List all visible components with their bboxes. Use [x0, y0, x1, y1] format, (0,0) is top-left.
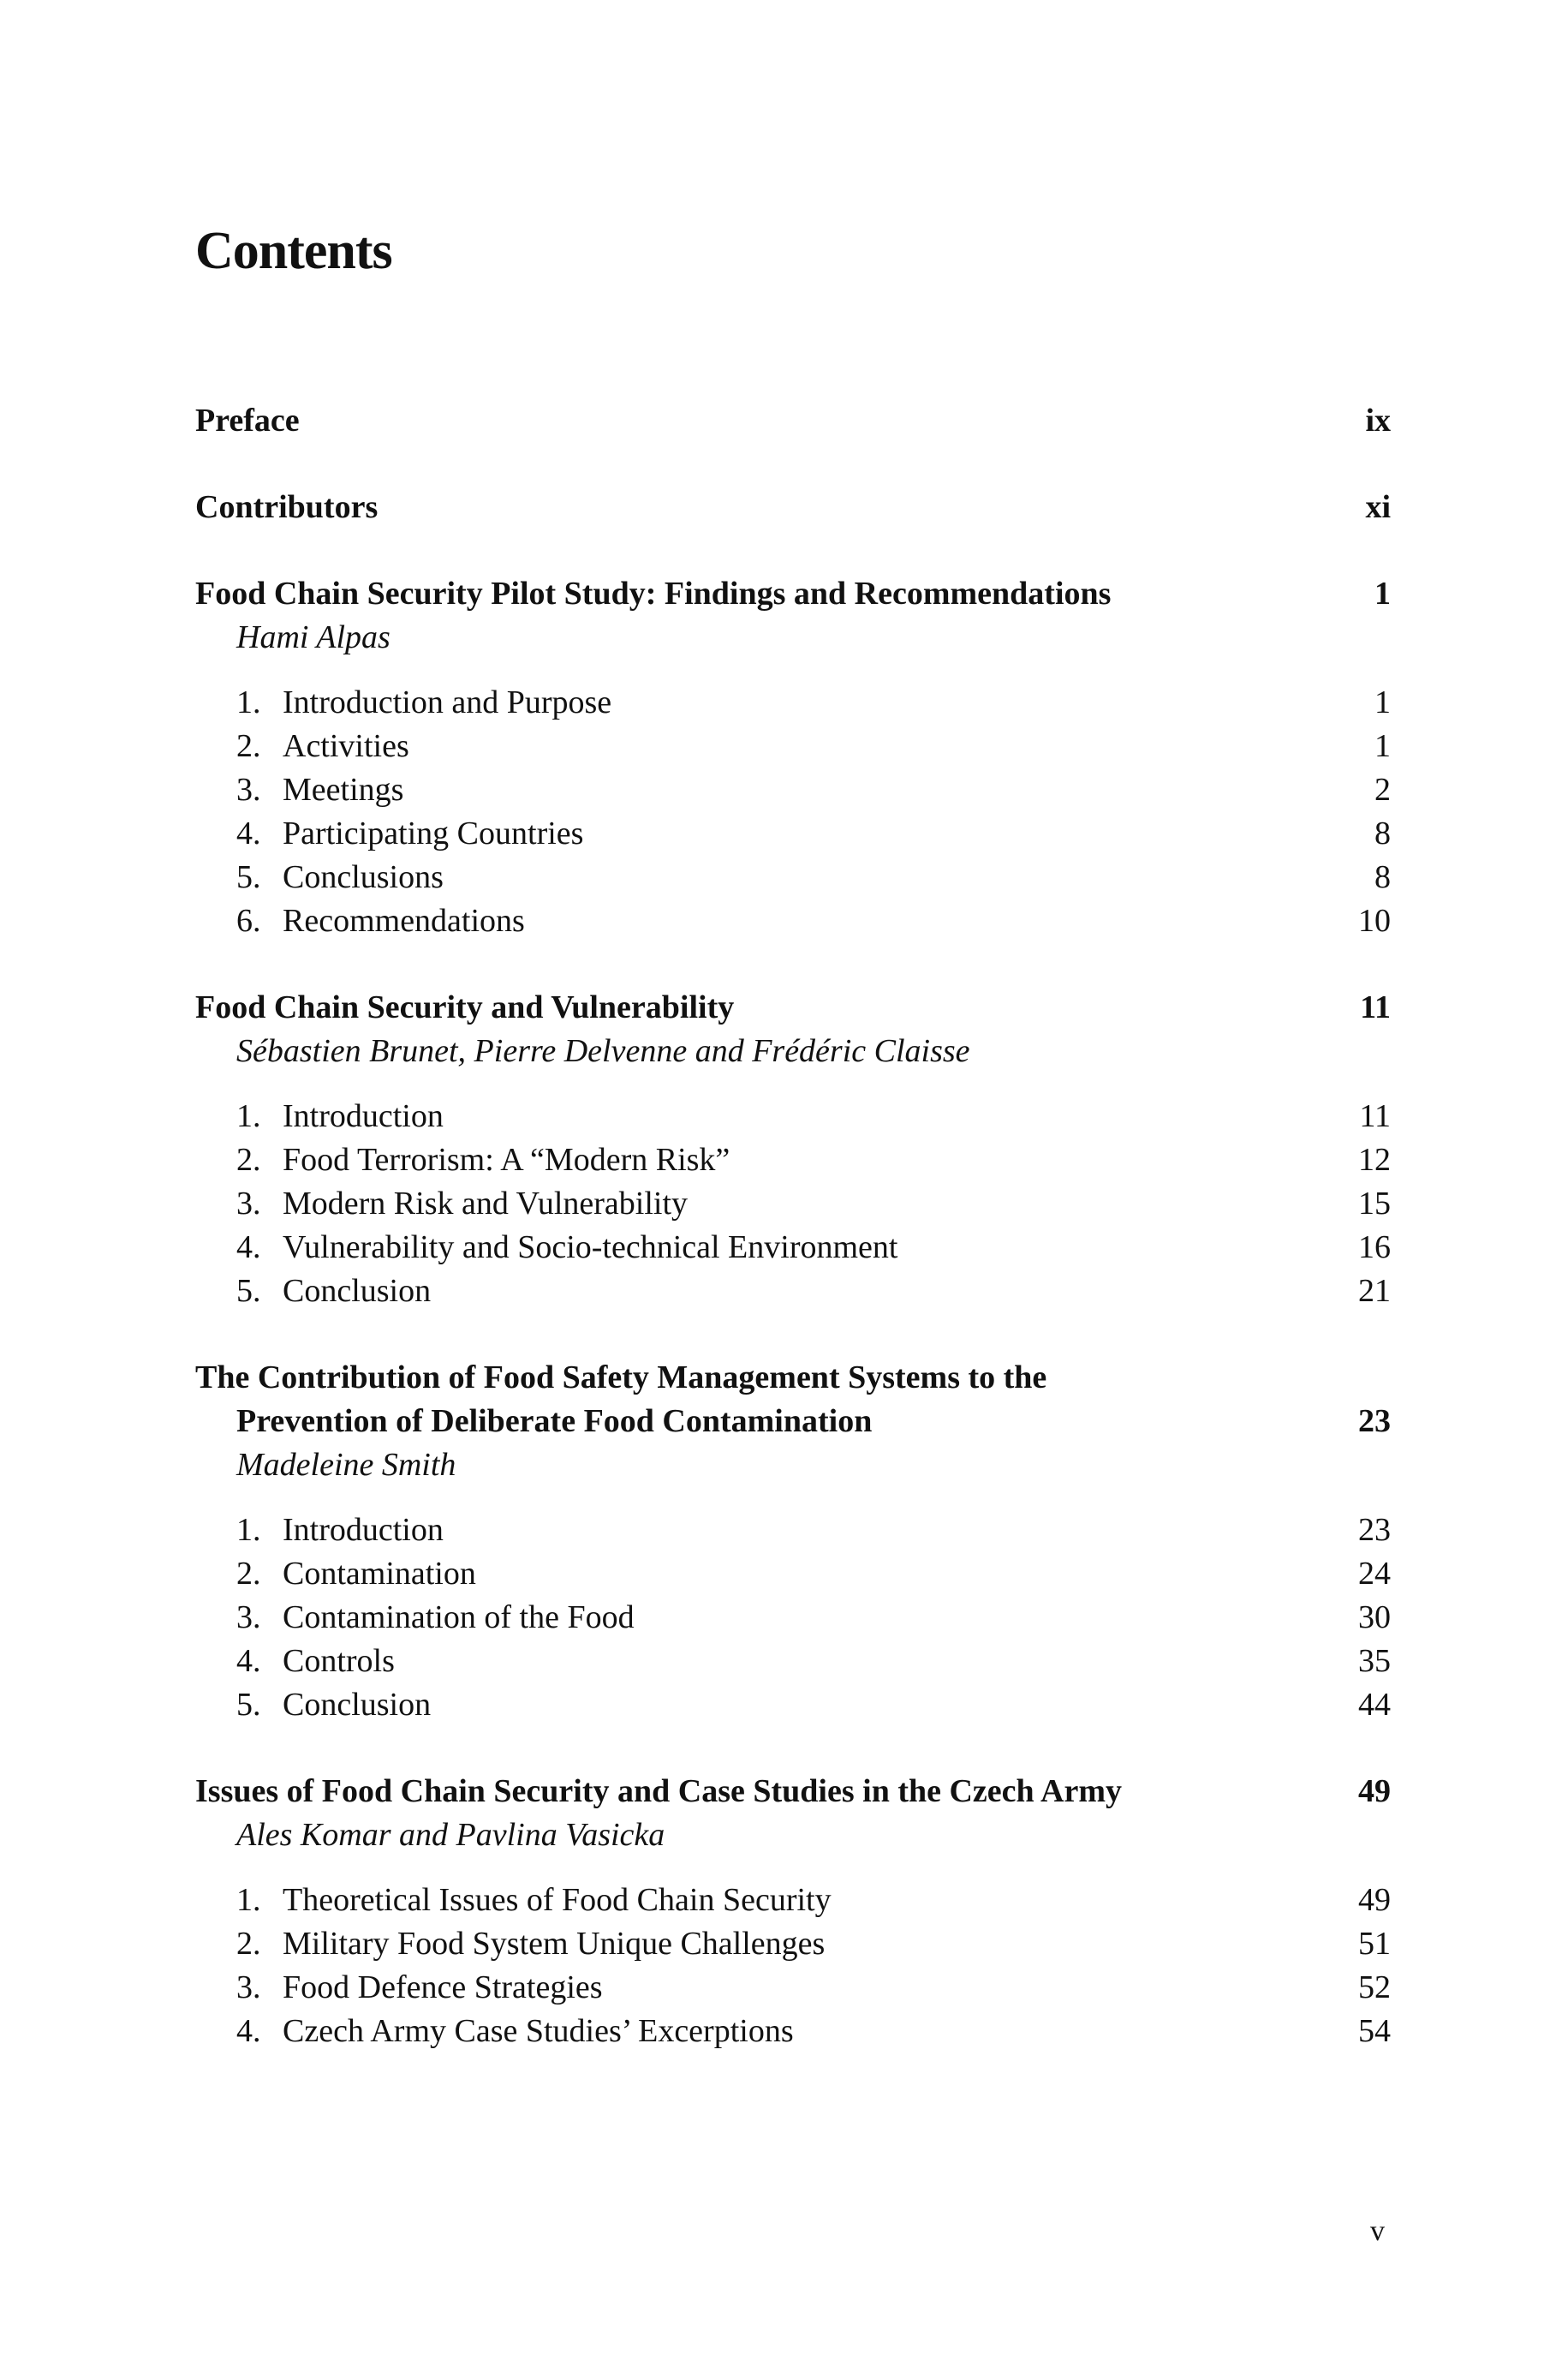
section-title: Military Food System Unique Challenges: [283, 1926, 826, 1962]
section-entry[interactable]: [236, 768, 1391, 812]
chapter-authors: Hami Alpas: [236, 619, 391, 655]
section-entry[interactable]: [236, 725, 1391, 768]
section-entry[interactable]: [236, 812, 1391, 856]
section-page: 10: [1358, 903, 1391, 939]
section-page: 52: [1358, 1969, 1391, 2005]
section-entry[interactable]: [236, 856, 1391, 899]
section-number: 2.: [236, 728, 261, 764]
section-number: 4.: [236, 1643, 261, 1679]
chapter-authors: Madeleine Smith: [236, 1447, 456, 1483]
chapter-title-text: The Contribution of Food Safety Management Systems to the: [195, 1359, 1047, 1395]
section-page: 12: [1358, 1142, 1391, 1178]
section-number: 3.: [236, 1599, 261, 1635]
section-list: [195, 1095, 1391, 1313]
section-number: 5.: [236, 859, 261, 895]
section-page: 35: [1358, 1643, 1391, 1679]
toc-entry-page: ix: [1365, 403, 1391, 439]
chapter-title-text: Food Chain Security Pilot Study: Findings and Recommendations: [195, 576, 1112, 612]
section-page: 16: [1358, 1229, 1391, 1265]
section-title: Conclusion: [283, 1273, 432, 1309]
chapter-title[interactable]: [195, 986, 1391, 1030]
section-page: 54: [1358, 2013, 1391, 2049]
section-title: Introduction: [283, 1098, 444, 1134]
chapter-page: 23: [1358, 1403, 1391, 1439]
section-entry[interactable]: [236, 1596, 1391, 1640]
section-page: 49: [1358, 1882, 1391, 1918]
chapter-title[interactable]: [195, 1770, 1391, 1813]
table-of-contents: [195, 399, 1391, 2096]
section-page: 1: [1374, 684, 1391, 720]
section-number: 1.: [236, 1512, 261, 1548]
section-number: 1.: [236, 1882, 261, 1918]
section-entry[interactable]: [236, 1922, 1391, 1966]
section-title: Conclusion: [283, 1687, 432, 1723]
section-entry[interactable]: [236, 2010, 1391, 2053]
chapter-page: 49: [1358, 1773, 1391, 1809]
section-page: 51: [1358, 1926, 1391, 1962]
section-title: Food Defence Strategies: [283, 1969, 603, 2005]
toc-entry-label: Contributors: [195, 489, 379, 525]
chapter-title-text: Issues of Food Chain Security and Case Studies in the Czech Army: [195, 1773, 1123, 1809]
section-title: Conclusions: [283, 859, 444, 895]
section-page: 23: [1358, 1512, 1391, 1548]
section-number: 4.: [236, 1229, 261, 1265]
chapter-page: 11: [1360, 989, 1391, 1025]
chapter-1: [195, 572, 1391, 943]
section-title: Activities: [283, 728, 409, 764]
section-entry[interactable]: [236, 1095, 1391, 1138]
page-title: Contents: [195, 222, 392, 280]
section-number: 3.: [236, 1969, 261, 2005]
section-title: Czech Army Case Studies’ Excerptions: [283, 2013, 794, 2049]
section-number: 2.: [236, 1556, 261, 1592]
section-entry[interactable]: [236, 1270, 1391, 1313]
toc-entry-label: Preface: [195, 403, 300, 439]
section-entry[interactable]: [236, 1182, 1391, 1226]
section-number: 5.: [236, 1273, 261, 1309]
section-title: Vulnerability and Socio-technical Environment: [283, 1229, 898, 1265]
section-number: 1.: [236, 1098, 261, 1134]
section-list: [195, 681, 1391, 943]
section-list: [195, 1509, 1391, 1727]
section-entry[interactable]: [236, 1683, 1391, 1727]
section-page: 8: [1374, 859, 1391, 895]
section-page: 8: [1374, 816, 1391, 851]
section-entry[interactable]: [236, 1640, 1391, 1683]
section-entry[interactable]: [236, 1509, 1391, 1552]
chapter-title[interactable]: [195, 572, 1391, 616]
chapter-title-text: Prevention of Deliberate Food Contamination: [236, 1403, 873, 1439]
section-title: Participating Countries: [283, 816, 584, 851]
chapter-2: [195, 986, 1391, 1313]
section-number: 3.: [236, 772, 261, 808]
section-page: 1: [1374, 728, 1391, 764]
section-title: Introduction and Purpose: [283, 684, 612, 720]
section-title: Introduction: [283, 1512, 444, 1548]
section-list: [195, 1879, 1391, 2053]
section-number: 3.: [236, 1186, 261, 1222]
chapter-authors: Ales Komar and Pavlina Vasicka: [236, 1817, 665, 1853]
section-number: 4.: [236, 816, 261, 851]
section-title: Modern Risk and Vulnerability: [283, 1186, 689, 1222]
section-page: 30: [1358, 1599, 1391, 1635]
section-page: 15: [1358, 1186, 1391, 1222]
chapter-title-continued[interactable]: [195, 1400, 1391, 1443]
section-number: 2.: [236, 1142, 261, 1178]
section-entry[interactable]: [236, 1226, 1391, 1270]
section-entry[interactable]: [236, 1552, 1391, 1596]
section-page: 44: [1358, 1687, 1391, 1723]
section-page: 11: [1359, 1098, 1391, 1134]
toc-entry-page: xi: [1365, 489, 1391, 525]
chapter-authors: Sébastien Brunet, Pierre Delvenne and Frédéric Claisse: [236, 1033, 970, 1069]
section-number: 4.: [236, 2013, 261, 2049]
page-number: v: [1370, 2215, 1385, 2247]
section-page: 24: [1358, 1556, 1391, 1592]
section-entry[interactable]: [236, 1966, 1391, 2010]
section-title: Controls: [283, 1643, 395, 1679]
section-entry[interactable]: [236, 1879, 1391, 1922]
section-title: Recommendations: [283, 903, 525, 939]
chapter-3: [195, 1356, 1391, 1727]
toc-entry-contributors[interactable]: [195, 486, 1391, 529]
section-title: Contamination: [283, 1556, 476, 1592]
section-page: 21: [1358, 1273, 1391, 1309]
section-entry[interactable]: [236, 681, 1391, 725]
toc-entry-preface[interactable]: [195, 399, 1391, 443]
section-number: 6.: [236, 903, 261, 939]
section-number: 2.: [236, 1926, 261, 1962]
section-number: 5.: [236, 1687, 261, 1723]
section-entry[interactable]: [236, 1138, 1391, 1182]
chapter-title-text: Food Chain Security and Vulnerability: [195, 989, 735, 1025]
section-title: Food Terrorism: A “Modern Risk”: [283, 1142, 730, 1178]
section-title: Contamination of the Food: [283, 1599, 635, 1635]
section-title: Theoretical Issues of Food Chain Security: [283, 1882, 832, 1918]
section-entry[interactable]: [236, 899, 1391, 943]
section-number: 1.: [236, 684, 261, 720]
chapter-page: 1: [1374, 576, 1391, 612]
section-title: Meetings: [283, 772, 404, 808]
section-page: 2: [1374, 772, 1391, 808]
chapter-title[interactable]: [195, 1356, 1391, 1400]
chapter-4: [195, 1770, 1391, 2053]
